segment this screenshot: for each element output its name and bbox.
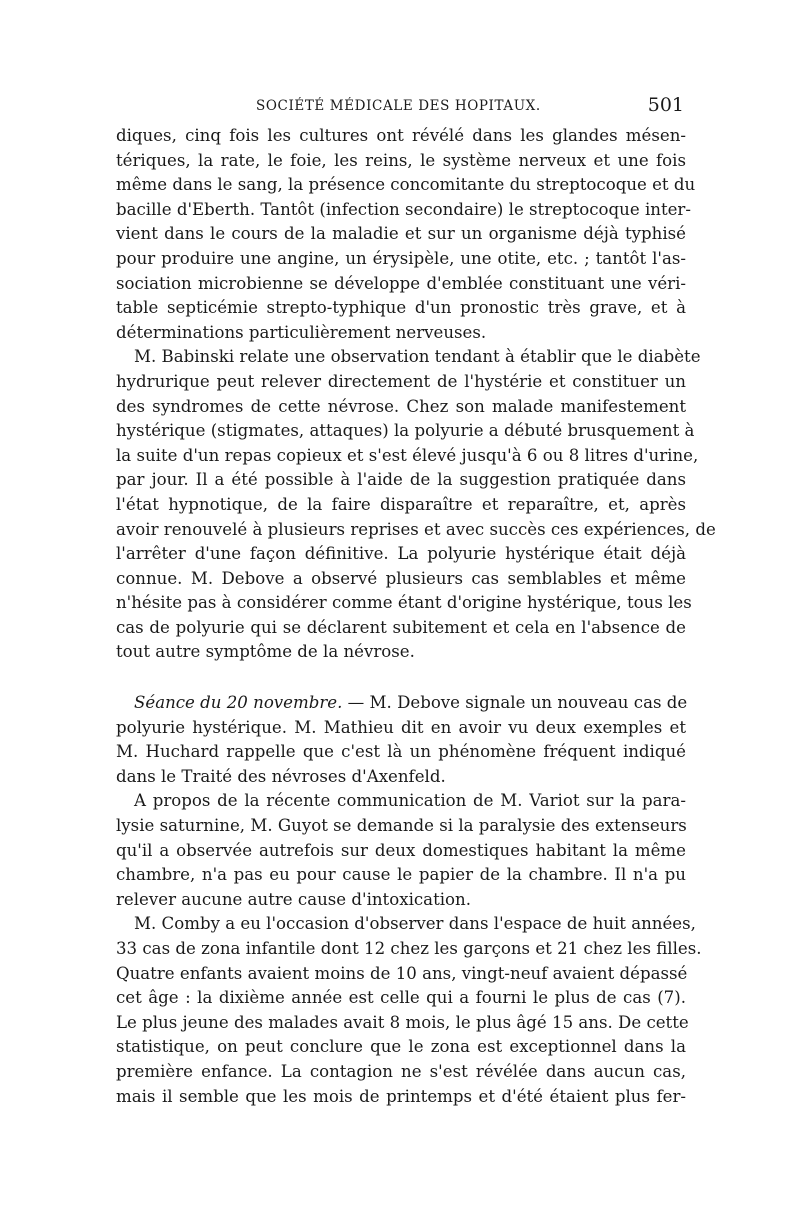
text-line: tériques, la rate, le foie, les reins, le système nerveux et une fois bbox=[116, 150, 686, 170]
text-line: M. Comby a eu l'occasion d'observer dans l'espace de huit années, bbox=[134, 914, 696, 934]
text-line: sociation microbienne se développe d'emblée constituant une véri- bbox=[116, 273, 686, 293]
text-line: A propos de la récente communication de M. Variot sur la para- bbox=[134, 791, 686, 811]
text-line: 33 cas de zona infantile dont 12 chez les garçons et 21 chez les filles. bbox=[116, 939, 702, 958]
text-line: M. Huchard rappelle que c'est là un phénomène fréquent indiqué bbox=[116, 742, 686, 762]
text-line: statistique, on peut conclure que le zona est exceptionnel dans la bbox=[116, 1037, 686, 1057]
paragraph-3 bbox=[116, 691, 686, 789]
text-line: hydrurique peut relever directement de l'hystérie et constituer un bbox=[116, 371, 686, 391]
paragraph-5 bbox=[116, 912, 702, 1109]
text-line: vient dans le cours de la maladie et sur un organisme déjà typhisé bbox=[116, 224, 686, 244]
text-line: tout autre symptôme de la névrose. bbox=[116, 642, 415, 662]
running-header bbox=[116, 94, 686, 124]
text-line: mais il semble que les mois de printemps et d'été étaient plus fer- bbox=[116, 1086, 686, 1106]
text-line: M. Babinski relate une observation tendant à établir que le diabète bbox=[134, 347, 701, 367]
text-line: relever aucune autre cause d'intoxication. bbox=[116, 889, 471, 909]
text-line: dans le Traité des névroses d'Axenfeld. bbox=[116, 766, 446, 786]
paragraph-2 bbox=[116, 345, 716, 665]
text-line: connue. M. Debove a observé plusieurs cas semblables et même bbox=[116, 568, 686, 588]
running-title: SOCIÉTÉ MÉDICALE DES HOPITAUX. bbox=[256, 98, 541, 114]
text-line: hystérique (stigmates, attaques) la polyurie a débuté brusquement à bbox=[116, 421, 695, 441]
text-line: l'arrêter d'une façon définitive. La polyurie hystérique était déjà bbox=[116, 544, 686, 564]
page-number: 501 bbox=[647, 94, 684, 116]
session-heading: Séance du 20 novembre. bbox=[134, 693, 343, 713]
paragraph-1 bbox=[116, 124, 696, 345]
text-line: cas de polyurie qui se déclarent subitement et cela en l'absence de bbox=[116, 617, 686, 637]
text-line: chambre, n'a pas eu pour cause le papier de la chambre. Il n'a pu bbox=[116, 865, 686, 885]
text-line: table septicémie strepto-typhique d'un pronostic très grave, et à bbox=[116, 298, 686, 318]
text-line: par jour. Il a été possible à l'aide de la suggestion pratiquée dans bbox=[116, 470, 686, 490]
text-line: avoir renouvelé à plusieurs reprises et avec succès ces expériences, de bbox=[116, 519, 716, 539]
text-line: bacille d'Eberth. Tantôt (infection secondaire) le streptocoque inter- bbox=[116, 199, 691, 219]
book-page bbox=[116, 94, 716, 1109]
text-line bbox=[116, 691, 686, 716]
text-segment: — M. Debove signale un nouveau cas de bbox=[342, 693, 688, 713]
paragraph-4 bbox=[116, 789, 686, 912]
text-line: Quatre enfants avaient moins de 10 ans, vingt-neuf avaient dépassé bbox=[116, 963, 688, 983]
text-line: cet âge : la dixième année est celle qui a fourni le plus de cas (7). bbox=[116, 988, 686, 1008]
text-line: la suite d'un repas copieux et s'est élevé jusqu'à 6 ou 8 litres d'urine, bbox=[116, 445, 699, 465]
text-line: pour produire une angine, un érysipèle, une otite, etc. ; tantôt l'as- bbox=[116, 248, 686, 268]
text-line: diques, cinq fois les cultures ont révélé dans les glandes mésen- bbox=[116, 126, 686, 145]
text-line: l'état hypnotique, de la faire disparaître et reparaître, et, après bbox=[116, 494, 686, 514]
text-line: première enfance. La contagion ne s'est révélée dans aucun cas, bbox=[116, 1061, 686, 1081]
text-line: n'hésite pas à considérer comme étant d'origine hystérique, tous les bbox=[116, 593, 692, 613]
text-line: des syndromes de cette névrose. Chez son malade manifestement bbox=[116, 396, 686, 416]
text-line: même dans le sang, la présence concomitante du streptocoque et du bbox=[116, 175, 696, 195]
text-line: qu'il a observée autrefois sur deux domestiques habitant la même bbox=[116, 840, 686, 860]
text-line: Le plus jeune des malades avait 8 mois, le plus âgé 15 ans. De cette bbox=[116, 1012, 689, 1032]
text-line: polyurie hystérique. M. Mathieu dit en avoir vu deux exemples et bbox=[116, 717, 686, 737]
text-line: déterminations particulièrement nerveuses. bbox=[116, 322, 487, 342]
section-gap bbox=[116, 665, 686, 691]
text-line: lysie saturnine, M. Guyot se demande si la paralysie des extenseurs bbox=[116, 816, 687, 836]
